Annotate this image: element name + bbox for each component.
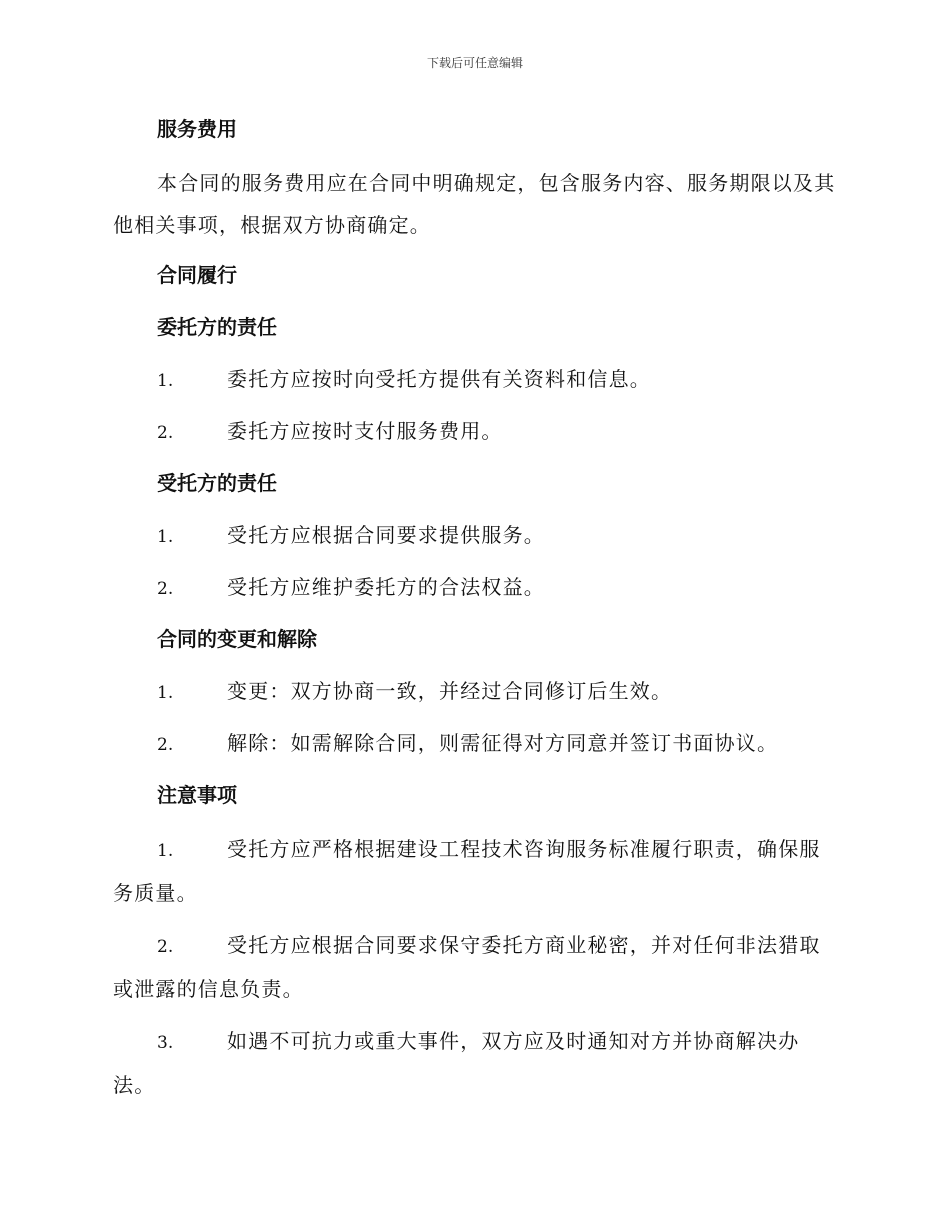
list-item-number: 2.: [157, 579, 174, 599]
list-item: [113, 1020, 837, 1106]
list-item-number: 2.: [157, 735, 174, 755]
list-item-text: 受托方应严格根据建设工程技术咨询服务标准履行职责，确保服务质量。: [113, 837, 821, 905]
list-item-text: 委托方应按时支付服务费用。: [227, 419, 503, 443]
list-item-text: 解除：如需解除合同，则需征得对方同意并签订书面协议。: [227, 731, 779, 755]
list-item-text: 受托方应根据合同要求提供服务。: [227, 523, 545, 547]
section-paragraph-fee: 本合同的服务费用应在合同中明确规定，包含服务内容、服务期限以及其他相关事项，根据双方协商确定。: [113, 171, 836, 237]
list-item: [113, 568, 837, 620]
page-header: 下载后可任意编辑: [426, 56, 523, 70]
section-heading-notes: 注意事项: [157, 783, 237, 807]
document-body: [113, 110, 837, 1116]
list-item-text: 变更：双方协商一致，并经过合同修订后生效。: [227, 679, 673, 703]
section-heading-fee: 服务费用: [157, 117, 237, 141]
list-item-number: 1.: [157, 683, 174, 703]
list-item: [113, 412, 837, 464]
list-item-number: 2.: [157, 937, 174, 957]
list-item: [113, 724, 837, 776]
list-item-text: 受托方应维护委托方的合法权益。: [227, 575, 545, 599]
section-heading-client: 委托方的责任: [157, 315, 277, 339]
list-item: [113, 828, 837, 914]
section-heading-performance: 合同履行: [157, 263, 237, 287]
section-heading-change: 合同的变更和解除: [157, 627, 317, 651]
list-item-text: 委托方应按时向受托方提供有关资料和信息。: [227, 367, 651, 391]
list-item-number: 1.: [157, 371, 174, 391]
list-item-number: 2.: [157, 423, 174, 443]
list-item-number: 1.: [157, 841, 174, 861]
list-item-number: 3.: [157, 1033, 174, 1053]
list-item: [113, 360, 837, 412]
list-item-text: 如遇不可抗力或重大事件，双方应及时通知对方并协商解决办法。: [113, 1029, 800, 1097]
list-item: [113, 924, 837, 1010]
list-item: [113, 516, 837, 568]
section-heading-contractor: 受托方的责任: [157, 471, 277, 495]
list-item-number: 1.: [157, 527, 174, 547]
list-item: [113, 672, 837, 724]
list-item-text: 受托方应根据合同要求保守委托方商业秘密，并对任何非法猎取或泄露的信息负责。: [113, 933, 821, 1001]
